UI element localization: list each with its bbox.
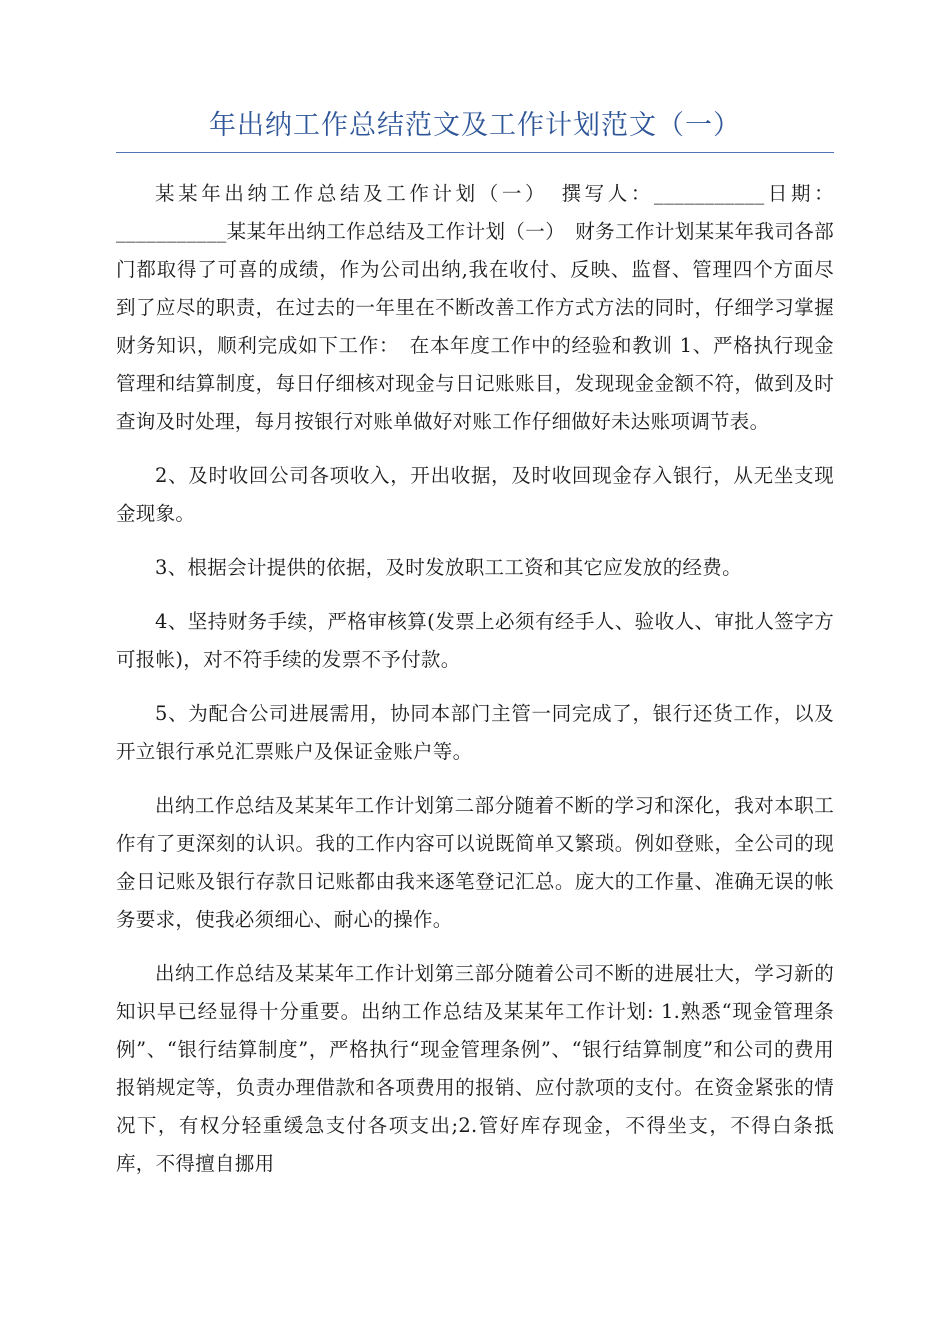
document-page	[116, 106, 834, 1199]
document-title: 年出纳工作总结范文及工作计划范文（一）	[209, 110, 741, 141]
paragraph-item-4: 4、坚持财务手续，严格审核算(发票上必须有经手人、验收人、审批人签字方可报帐)，对不符手续的发票不予付款。	[116, 610, 834, 671]
paragraph-item-5: 5、为配合公司进展需用，协同本部门主管一同完成了，银行还货工作，以及开立银行承兑汇票账户及保证金账户等。	[116, 702, 834, 763]
paragraph-part-two: 出纳工作总结及某某年工作计划第二部分随着不断的学习和深化，我对本职工作有了更深刻的认识。我的工作内容可以说既简单又繁琐。例如登账，全公司的现金日记账及银行存款日记账都由我来逐笔登记汇总。庞大的工作量、准确无误的帐务要求，使我必须细心、耐心的操作。	[116, 794, 834, 931]
paragraph-item-2: 2、及时收回公司各项收入，开出收据，及时收回现金存入银行，从无坐支现金现象。	[116, 464, 834, 525]
paragraph-item-3: 3、根据会计提供的依据，及时发放职工工资和其它应发放的经费。	[155, 556, 742, 579]
paragraph-intro: 某某年出纳工作总结及工作计划（一） 撰写人：___________日期：___________某某年出纳工作总结及工作计划（一） 财务工作计划某某年我司各部门都取得了可喜的成绩，作为公司出纳,我在收付、反映、监督、管理四个方面尽到了应尽的职责，在过去的一年里在不断改善工作方式方法的同时，仔细学习掌握财务知识，顺利完成如下工作： 在本年度工作中的经验和教训 1、严格执行现金管理和结算制度，每日仔细核对现金与日记账账目，发现现金金额不符，做到及时查询及时处理，每月按银行对账单做好对账工作仔细做好未达账项调节表。	[116, 182, 834, 433]
title-underline	[116, 152, 834, 153]
paragraph-part-three: 出纳工作总结及某某年工作计划第三部分随着公司不断的进展壮大，学习新的知识早已经显得十分重要。出纳工作总结及某某年工作计划: 1.熟悉“现金管理条例”、“银行结算制度”，严格执行“现金管理条例”、“银行结算制度”和公司的费用报销规定等，负责办理借款和各项费用的报销、应付款项的支付。在资金紧张的情况下，有权分轻重缓急支付各项支出;2.管好库存现金，不得坐支，不得白条抵库，不得擅自挪用	[116, 962, 834, 1175]
